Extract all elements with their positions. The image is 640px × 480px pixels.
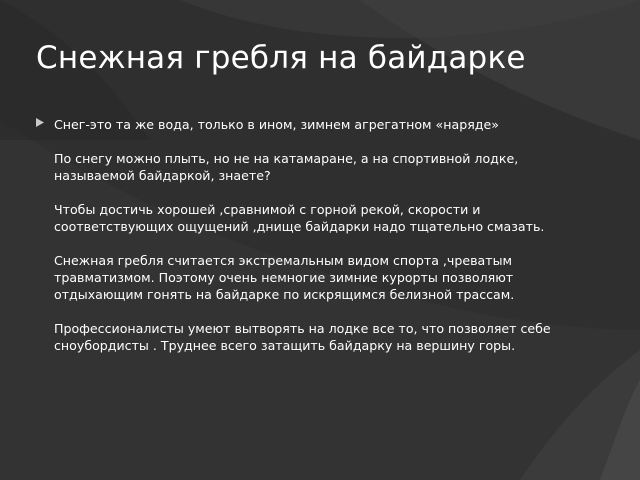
bullet-text xyxy=(54,116,556,354)
paragraph: По снегу можно плыть, но не на катамаране, а на спортивной лодке, называемой байдаркой, знаете? xyxy=(54,151,519,183)
paragraph: Профессионалисты умеют вытворять на лодке все то, что позволяет себе сноубордисты . Труднее всего затащить байдарку на вершину горы. xyxy=(54,321,551,353)
triangle-bullet-icon xyxy=(36,118,44,127)
paragraph: Снег-это та же вода, только в ином, зимнем агрегатном «наряде» xyxy=(54,117,499,132)
slide-title: Снежная гребля на байдарке xyxy=(36,40,526,76)
paragraph: Чтобы достичь хорошей ,сравнимой с горной рекой, скорости и соответствующих ощущений ,днище байдарки надо тщательно смазать. xyxy=(54,202,545,234)
paragraph: Снежная гребля считается экстремальным видом спорта ,чреватым травматизмом. Поэтому очень немногие зимние курорты позволяют отдыхающим гонять на байдарке по искрящимся белизной трассам. xyxy=(54,253,515,302)
slide-body xyxy=(36,116,556,354)
